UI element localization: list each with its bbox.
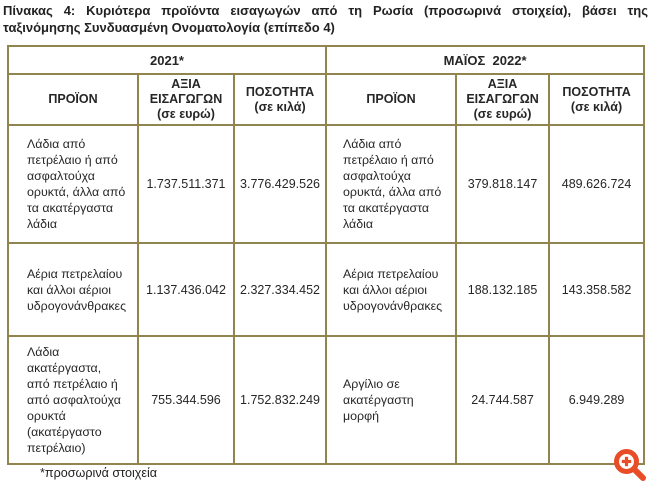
column-header-product-right: ΠΡΟΪΟΝ xyxy=(326,74,456,125)
column-header-value-right: ΑΞΙΑ ΕΙΣΑΓΩΓΩΝ (σε ευρώ) xyxy=(456,74,549,125)
table-group-header-row xyxy=(8,46,644,74)
quantity-cell: 6.949.289 xyxy=(549,336,644,464)
provisional-data-footnote: *προσωρινά στοιχεία xyxy=(40,466,158,480)
value-cell: 1.737.511.371 xyxy=(138,125,234,243)
product-cell: Αργίλιο σε ακατέργαστη μορφή xyxy=(326,336,456,464)
value-cell: 24.744.587 xyxy=(456,336,549,464)
value-cell: 188.132.185 xyxy=(456,243,549,336)
table-row xyxy=(8,125,644,243)
product-cell: Λάδια ακατέργαστα, από πετρέλαιο ή από ασφαλτούχα ορυκτά (ακατέργαστο πετρέλαιο) xyxy=(8,336,138,464)
value-cell: 755.344.596 xyxy=(138,336,234,464)
table-row xyxy=(8,336,644,464)
magnifier-plus-icon xyxy=(611,446,648,483)
table-row xyxy=(8,243,644,336)
product-cell: Λάδια από πετρέλαιο ή από ασφαλτούχα ορυκτά, άλλα από τα ακατέργαστα λάδια xyxy=(326,125,456,243)
column-header-product-left: ΠΡΟΪΟΝ xyxy=(8,74,138,125)
value-cell: 379.818.147 xyxy=(456,125,549,243)
product-cell: Αέρια πετρελαίου και άλλοι αέριοι υδρογονάνθρακες xyxy=(326,243,456,336)
product-cell: Αέρια πετρελαίου και άλλοι αέριοι υδρογονάνθρακες xyxy=(8,243,138,336)
table-column-header-row xyxy=(8,74,644,125)
page-title: Πίνακας 4: Κυριότερα προϊόντα εισαγωγών από τη Ρωσία (προσωρινά στοιχεία), βάσει της ταξινόμησης Συνδυασμένη Ονοματολογία (επίπεδο 4) xyxy=(3,3,648,35)
group-header-2021: 2021* xyxy=(8,46,326,74)
imports-table xyxy=(7,45,645,465)
product-cell: Λάδια από πετρέλαιο ή από ασφαλτούχα ορυκτά, άλλα από τα ακατέργαστα λάδια xyxy=(8,125,138,243)
group-header-may-2022: ΜΑΪΟΣ 2022* xyxy=(326,46,644,74)
quantity-cell: 489.626.724 xyxy=(549,125,644,243)
column-header-value-left: ΑΞΙΑ ΕΙΣΑΓΩΓΩΝ (σε ευρώ) xyxy=(138,74,234,125)
value-cell: 1.137.436.042 xyxy=(138,243,234,336)
column-header-quantity-right: ΠΟΣΟΤΗΤΑ (σε κιλά) xyxy=(549,74,644,125)
zoom-button[interactable] xyxy=(611,446,648,483)
quantity-cell: 1.752.832.249 xyxy=(234,336,326,464)
quantity-cell: 2.327.334.452 xyxy=(234,243,326,336)
quantity-cell: 3.776.429.526 xyxy=(234,125,326,243)
quantity-cell: 143.358.582 xyxy=(549,243,644,336)
column-header-quantity-left: ΠΟΣΟΤΗΤΑ (σε κιλά) xyxy=(234,74,326,125)
